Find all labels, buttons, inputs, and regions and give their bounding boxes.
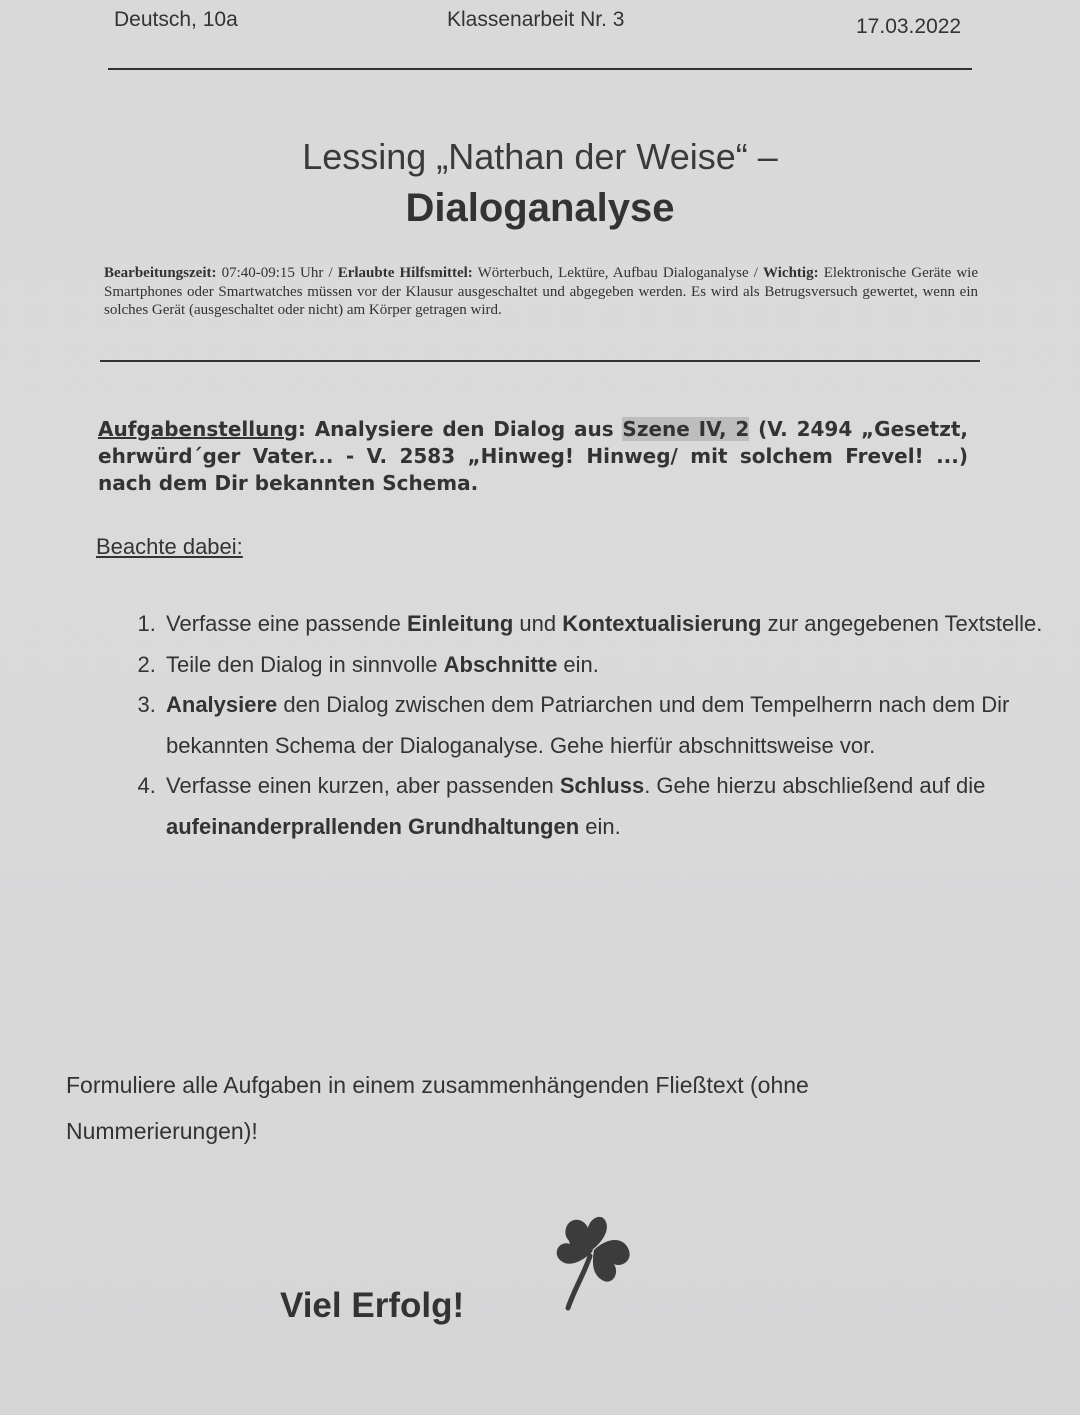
page-title: Dialoganalyse bbox=[405, 186, 675, 230]
list-item: 2. Teile den Dialog in sinnvolle Abschnitte ein. bbox=[162, 645, 1080, 686]
header-exam: Klassenarbeit Nr. 3 bbox=[447, 8, 625, 31]
task-statement bbox=[98, 416, 968, 497]
task-text-after: (V. 2494 „Gesetzt, ehrwürd´ger Vater... - V. 2583 „Hinweg! Hinweg/ mit solchem Frevel! ...) nach dem Dir bekannten Schema. bbox=[98, 417, 968, 495]
time-label: Bearbeitungszeit: bbox=[104, 265, 217, 281]
task-colon: : bbox=[297, 417, 306, 441]
four-leaf-clover-icon bbox=[548, 1208, 638, 1314]
task-text-before: Analysiere den Dialog aus bbox=[305, 417, 623, 441]
task-list bbox=[60, 604, 1080, 847]
header-subject: Deutsch, 10a bbox=[114, 8, 238, 31]
list-item: 3. Analysiere den Dialog zwischen dem Patriarchen und dem Tempelherrn nach dem Dir bekannten Schema der Dialoganalyse. Gehe hierfür abschnittsweise vor. bbox=[162, 685, 1080, 766]
closing-instruction: Formuliere alle Aufgaben in einem zusammenhängenden Fließtext (ohne Nummerierungen)! bbox=[66, 1072, 809, 1144]
info-rule bbox=[100, 360, 980, 362]
time-value: 07:40-09:15 Uhr / bbox=[216, 265, 338, 281]
beachte-heading: Beachte dabei: bbox=[96, 534, 243, 559]
header-rule bbox=[108, 68, 972, 70]
important-value: Elektronische Geräte wie Smartphones oder Smartwatches müssen vor der Klausur ausgeschaltet und abgegeben werden. Es wird als Betrugsversuch gewertet, wenn ein solches Gerät (ausgeschaltet oder nicht) am Körper getragen wird. bbox=[104, 265, 978, 318]
header-date: 17.03.2022 bbox=[856, 15, 962, 38]
aids-label: Erlaubte Hilfsmittel: bbox=[337, 265, 473, 281]
important-label: Wichtig: bbox=[763, 265, 819, 281]
task-label: Aufgabenstellung bbox=[98, 417, 298, 441]
title-line1: Lessing „Nathan der Weise“ – bbox=[302, 136, 778, 177]
aids-value: Wörterbuch, Lektüre, Aufbau Dialoganalyse / bbox=[472, 265, 764, 281]
exam-info bbox=[104, 264, 978, 320]
list-item: 1. Verfasse eine passende Einleitung und Kontextualisierung zur angegebenen Textstelle. bbox=[162, 604, 1080, 645]
scene-highlight: Szene IV, 2 bbox=[622, 417, 750, 441]
list-item: 4. Verfasse einen kurzen, aber passenden Schluss. Gehe hierzu abschließend auf die aufeinanderprallenden Grundhaltungen ein. bbox=[162, 766, 1080, 847]
farewell-text: Viel Erfolg! bbox=[280, 1286, 465, 1325]
